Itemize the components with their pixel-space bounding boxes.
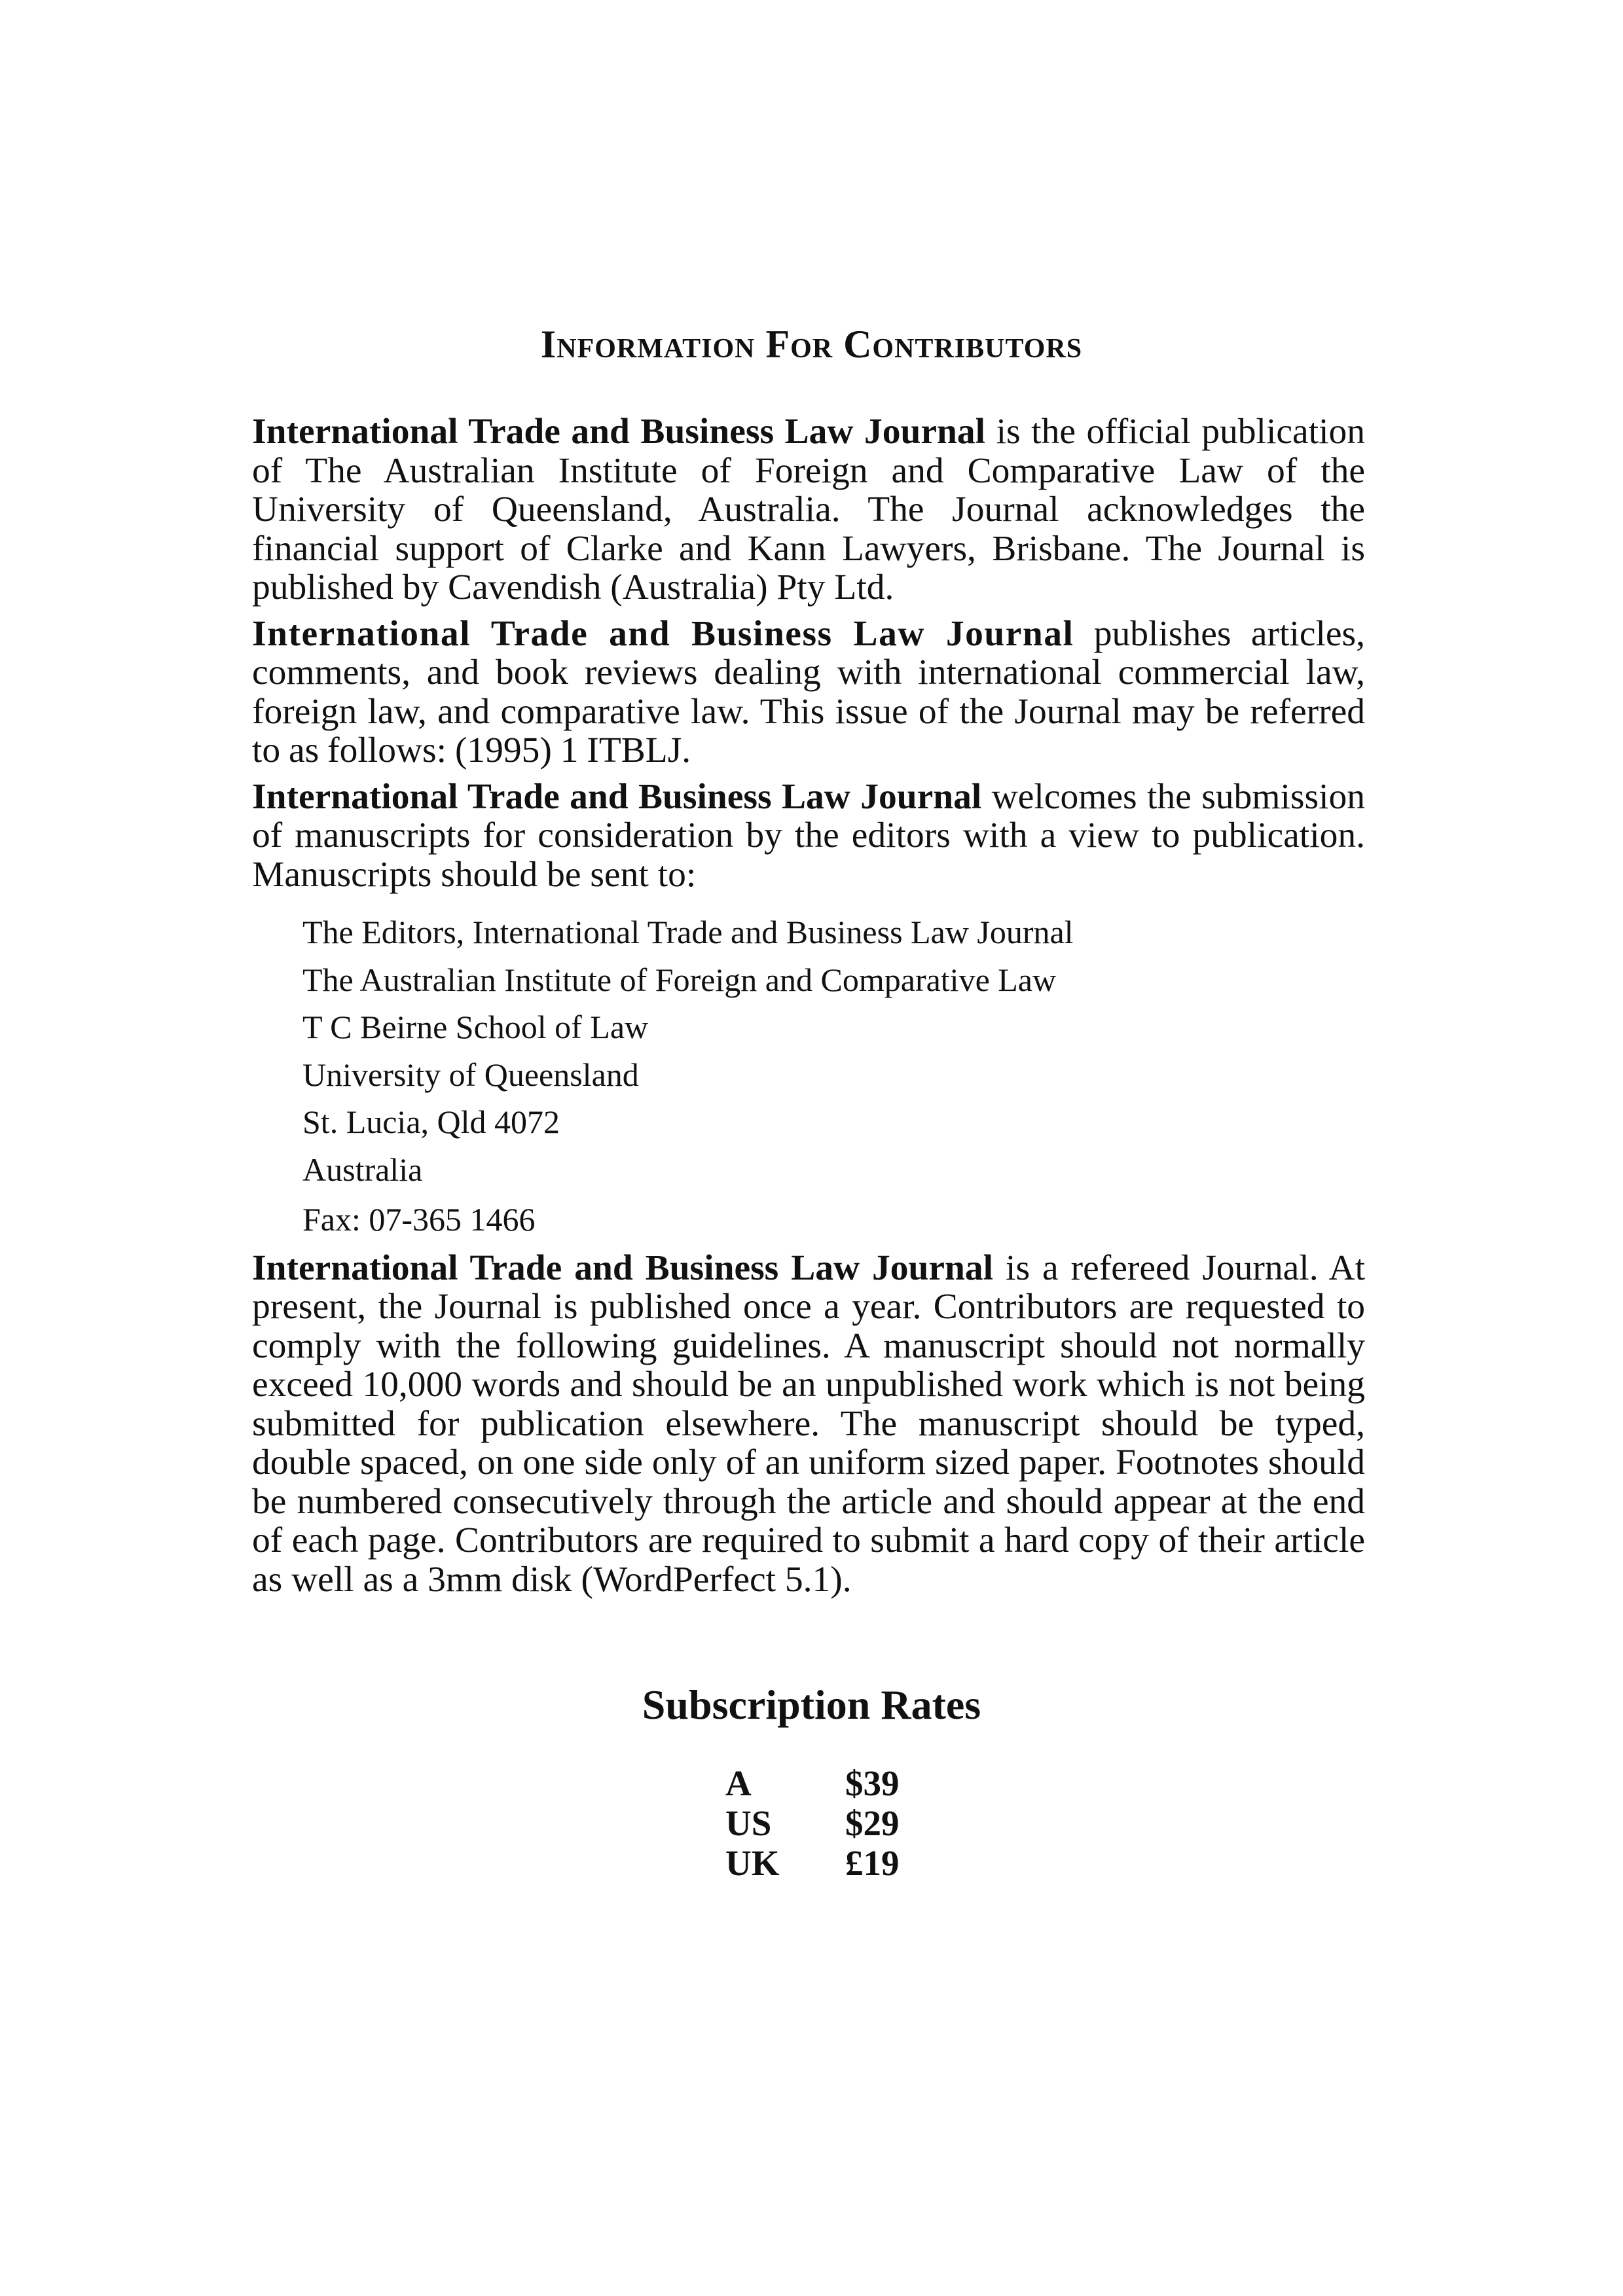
page-title: Information For Contributors [540, 323, 1083, 366]
journal-name: International Trade and Business Law Journal [252, 776, 982, 817]
paragraph-submission [252, 778, 1365, 895]
rate-price: $29 [845, 1803, 900, 1843]
rate-region: US [725, 1803, 772, 1843]
journal-name: International Trade and Business Law Journal [252, 412, 986, 452]
paragraph-text: welcomes the submission of manuscripts for consideration by the editors with a view to publication. Manuscripts should be sent to: [252, 776, 1366, 895]
rate-region: UK [725, 1843, 780, 1883]
paragraph-text: is a refereed Journal. At present, the Journal is published once a year. Contributors are requested to comply with the following guidelines. A manuscript should not normally exceed 10,000 words and should be an unpublished work which is not being submitted for publication elsewhere. The manuscript should be typed, double spaced, on one side only of an uniform sized paper. Footnotes should be numbered consecutively through the article and should appear at the end of each page. Contributors are required to submit a hard copy of their article as well as a 3mm disk (WordPerfect 5.1). [252, 1247, 1365, 1600]
address-line-country: Australia [302, 1151, 423, 1188]
fax-number: Fax: 07-365 1466 [302, 1201, 536, 1238]
rate-price: £19 [845, 1843, 900, 1883]
address-line-university: University of Queensland [302, 1056, 639, 1093]
subscription-heading: Subscription Rates [642, 1681, 981, 1728]
rate-region: A [725, 1763, 752, 1803]
paragraph-official-publication [252, 412, 1365, 607]
address-line-institute: The Australian Institute of Foreign and Comparative Law [302, 961, 1057, 998]
address-line-suburb: St. Lucia, Qld 4072 [302, 1103, 560, 1140]
rate-row [725, 1763, 900, 1803]
address-line-school: T C Beirne School of Law [302, 1009, 649, 1045]
rate-row [725, 1843, 900, 1883]
paragraph-text: publishes articles, comments, and book reviews dealing with international commercial law, foreign law, and comparative law. This issue of the Journal may be referred to as follows: (1995) 1 ITBLJ. [252, 613, 1365, 770]
journal-name: International Trade and Business Law Journal [252, 613, 1074, 654]
rate-price: $39 [845, 1763, 900, 1803]
mailing-address [302, 908, 1365, 1244]
contributor-information [252, 412, 1365, 1606]
paragraph-scope [252, 615, 1365, 770]
journal-name: International Trade and Business Law Journal [252, 1247, 994, 1288]
paragraph-guidelines [252, 1249, 1365, 1600]
address-line-editors: The Editors, International Trade and Business Law Journal [302, 914, 1074, 950]
rate-row [725, 1803, 900, 1843]
paragraph-text: is the official publication of The Australian Institute of Foreign and Comparative Law of the University of Queensland, Australia. The Journal acknowledges the financial support of Clarke and Kann Lawyers, Brisbane. The Journal is published by Cavendish (Australia) Pty Ltd. [252, 412, 1365, 607]
subscription-rates-table [725, 1763, 900, 1883]
